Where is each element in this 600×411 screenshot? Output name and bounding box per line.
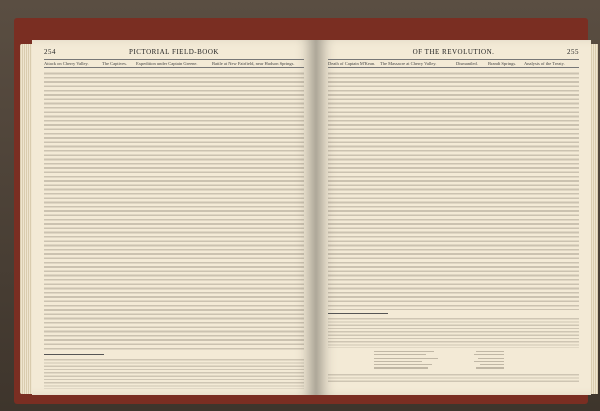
left-side-headings — [44, 59, 304, 68]
left-running-title: PICTORIAL FIELD-BOOK — [129, 48, 219, 56]
footnote-rule — [44, 354, 104, 355]
side-heading: Death of Captain M'Kean. — [328, 61, 376, 66]
side-heading: Battle at New Fairfield, near Hudson Springs. — [212, 61, 295, 66]
statistics-table — [374, 350, 504, 370]
side-heading: The Massacre at Cherry Valley. — [380, 61, 437, 66]
side-heading: The Captives. — [102, 61, 127, 66]
side-heading: Expedition under Captain Greene. — [136, 61, 198, 66]
right-final-note — [328, 372, 579, 382]
right-body-text — [328, 70, 579, 310]
right-running-head — [328, 48, 579, 57]
right-page-edges — [591, 44, 598, 394]
footnote-rule — [328, 313, 388, 314]
right-footnotes — [328, 316, 579, 348]
left-running-head — [44, 48, 304, 57]
left-page — [32, 40, 316, 395]
left-page-number: 254 — [44, 48, 56, 56]
left-body-text — [44, 70, 304, 351]
left-footnotes — [44, 357, 304, 389]
left-page-edges — [20, 44, 32, 394]
right-page-number: 255 — [567, 48, 579, 56]
right-side-headings — [328, 59, 579, 68]
right-running-title: OF THE REVOLUTION. — [412, 48, 495, 56]
side-heading: Brandt Springs. — [488, 61, 517, 66]
side-heading: Dismantled. — [456, 61, 478, 66]
book-cover — [14, 18, 588, 404]
side-heading: Attack on Cherry Valley. — [44, 61, 89, 66]
side-heading: Analysis of the Treaty. — [524, 61, 565, 66]
right-page — [316, 40, 591, 395]
